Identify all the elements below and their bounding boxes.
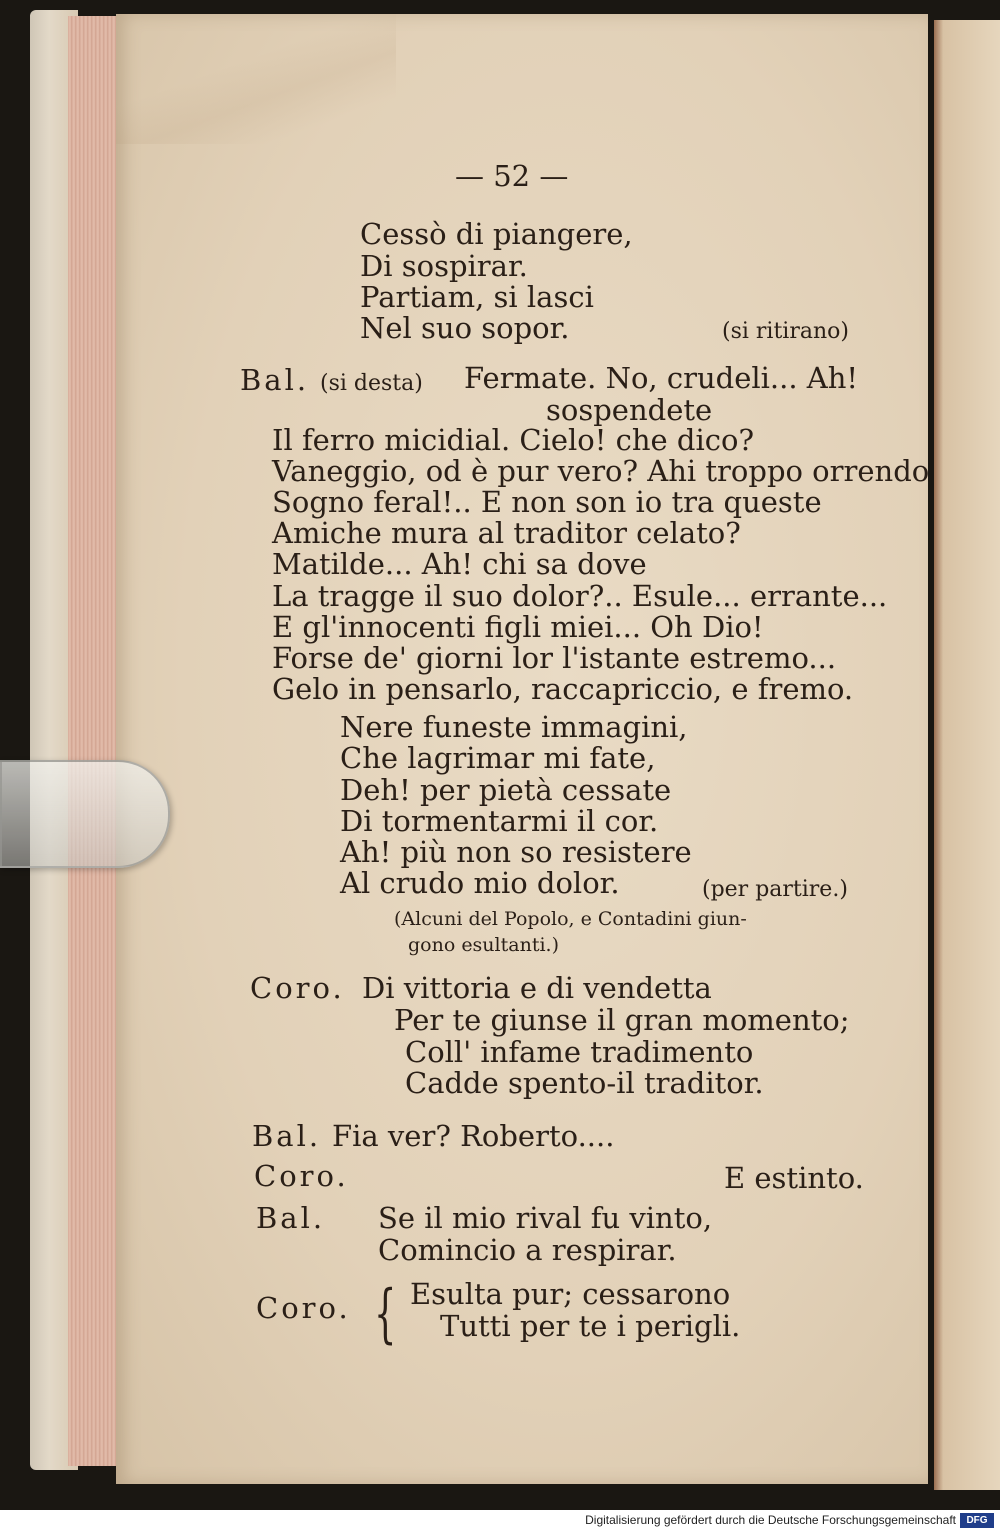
speaker-label: Bal. bbox=[256, 1201, 326, 1235]
verse-line: Deh! per pietà cessate bbox=[340, 773, 672, 807]
verse-line: Matilde... Ah! chi sa dove bbox=[272, 547, 647, 581]
verse-line: Partiam, si lasci bbox=[360, 280, 594, 314]
curly-brace-icon: { bbox=[374, 1277, 397, 1351]
facing-page bbox=[934, 20, 1000, 1490]
verse-line: Comincio a respirar. bbox=[378, 1233, 677, 1267]
verse-line: Forse de' giorni lor l'istante estremo... bbox=[272, 641, 837, 675]
verse-line: Coll' infame tradimento bbox=[405, 1035, 754, 1069]
verse-line: Di vittoria e di vendetta bbox=[362, 971, 712, 1005]
stage-direction: (si desta) bbox=[320, 371, 423, 396]
verse-line: Amiche mura al traditor celato? bbox=[272, 516, 741, 550]
verse-line: Se il mio rival fu vinto, bbox=[378, 1201, 713, 1235]
verse-line: Cadde spento-il traditor. bbox=[405, 1066, 764, 1100]
stage-direction: gono esultanti.) bbox=[408, 934, 559, 956]
footer-bar bbox=[0, 1510, 1000, 1532]
verse-line: Per te giunse il gran momento; bbox=[394, 1003, 850, 1037]
verse-line: E gl'innocenti figli miei... Oh Dio! bbox=[272, 610, 764, 644]
verse-line: La tragge il suo dolor?.. Esule... errante... bbox=[272, 579, 888, 613]
verse-line: Sogno feral!.. E non son io tra queste bbox=[272, 485, 822, 519]
verse-line: Fermate. No, crudeli... Ah! bbox=[464, 361, 859, 395]
page-holder-clip bbox=[0, 760, 170, 868]
verse-line: Nere funeste immagini, bbox=[340, 710, 688, 744]
speaker-label: Bal. bbox=[252, 1119, 322, 1153]
verse-line: Tutti per te i perigli. bbox=[440, 1309, 741, 1343]
verse-line: Vaneggio, od è pur vero? Ahi troppo orrendo bbox=[272, 454, 930, 488]
verse-line: Di sospirar. bbox=[360, 249, 528, 283]
speaker-label: Coro. bbox=[256, 1291, 351, 1325]
dfg-logo: DFG bbox=[960, 1513, 994, 1528]
speaker-label: Coro. bbox=[250, 971, 345, 1005]
verse-line: Nel suo sopor. bbox=[360, 311, 570, 345]
verse-line: E estinto. bbox=[724, 1161, 864, 1195]
stage-direction: (Alcuni del Popolo, e Contadini giun- bbox=[394, 908, 747, 930]
verse-line: sospendete bbox=[546, 393, 713, 427]
page-crease bbox=[116, 14, 396, 144]
stage-direction: (si ritirano) bbox=[722, 319, 849, 344]
page-number: — 52 — bbox=[455, 159, 569, 193]
funding-credit: Digitalisierung gefördert durch die Deutsche Forschungsgemeinschaft bbox=[585, 1513, 956, 1527]
stage-direction: (per partire.) bbox=[702, 877, 848, 902]
verse-line: Gelo in pensarlo, raccapriccio, e fremo. bbox=[272, 672, 854, 706]
speaker-label: Bal. bbox=[240, 363, 310, 397]
verse-line: Il ferro micidial. Cielo! che dico? bbox=[272, 423, 754, 457]
verse-line: Ah! più non so resistere bbox=[340, 835, 692, 869]
verse-line: Cessò di piangere, bbox=[360, 217, 633, 251]
verse-line: Fia ver? Roberto.... bbox=[332, 1119, 615, 1153]
speaker-label: Coro. bbox=[254, 1159, 349, 1193]
verse-line: Esulta pur; cessarono bbox=[410, 1277, 731, 1311]
page-stack bbox=[68, 16, 120, 1466]
verse-line: Che lagrimar mi fate, bbox=[340, 741, 656, 775]
verse-line: Di tormentarmi il cor. bbox=[340, 804, 659, 838]
verse-line: Al crudo mio dolor. bbox=[340, 866, 620, 900]
